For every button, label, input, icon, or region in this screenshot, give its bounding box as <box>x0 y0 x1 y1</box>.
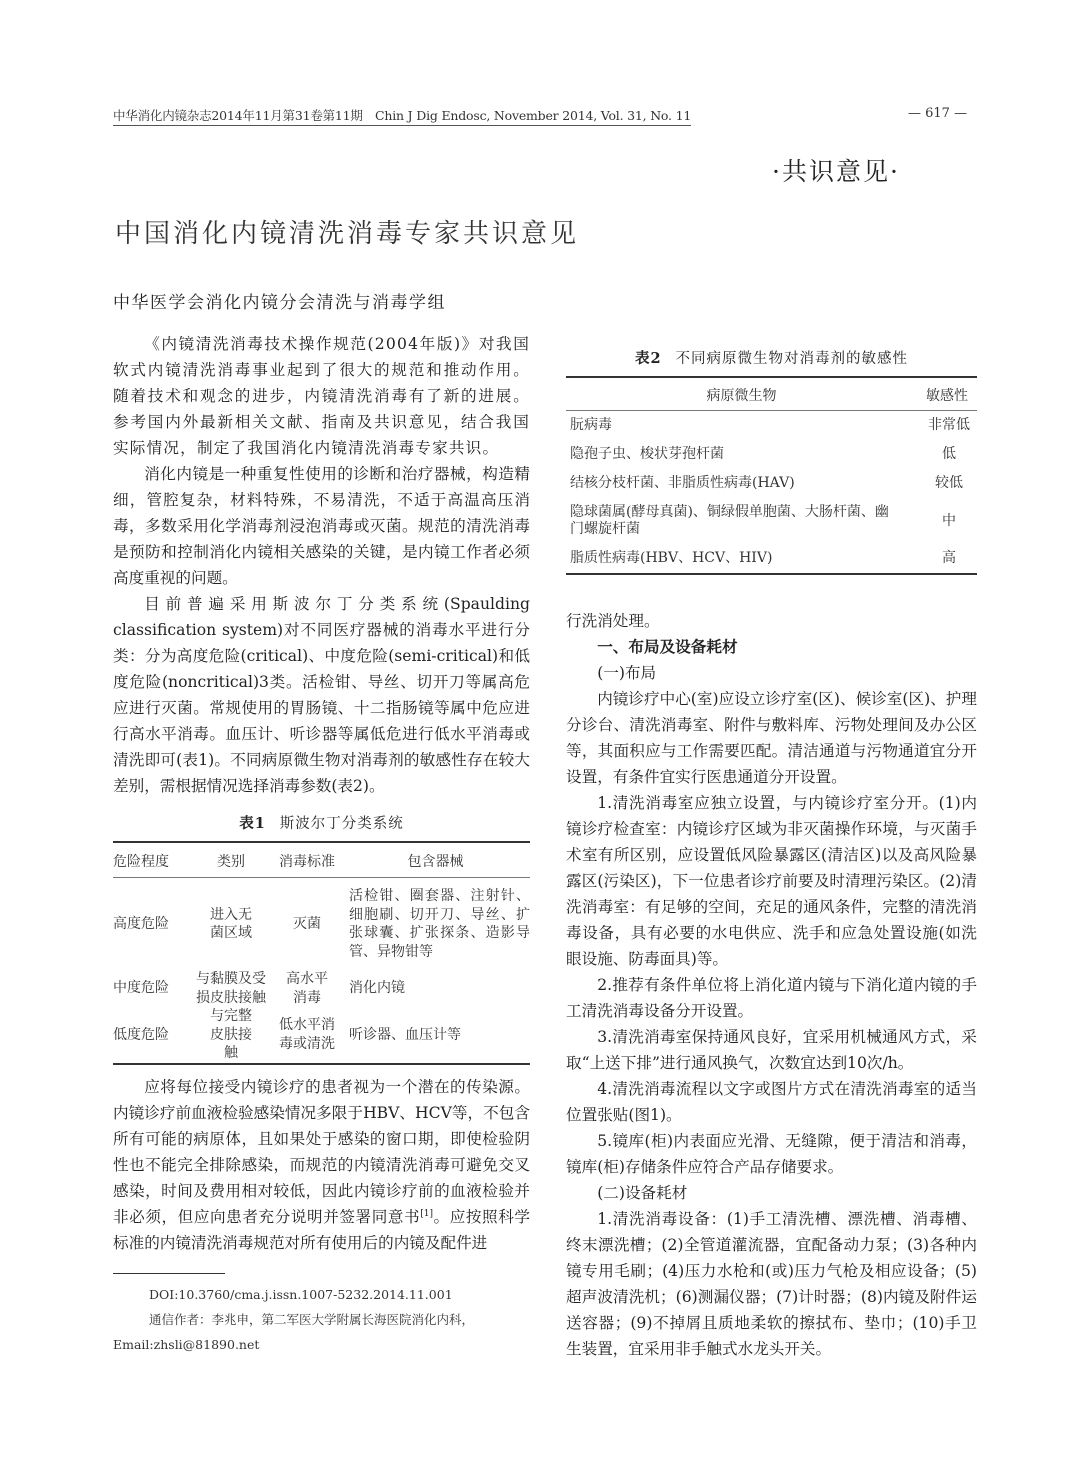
paragraph-text: 。应按照科学标准的内镜清洗消毒规范对所有使用后的内镜及配件进 <box>113 1208 530 1252</box>
table-cell: 较低 <box>935 475 963 491</box>
paragraph: 消化内镜是一种重复性使用的诊断和治疗器械，构造精细，管腔复杂，材料特殊，不易清洗，不适于高温高压消毒，多数采用化学消毒剂浸泡消毒或灭菌。规范的清洗消毒是预防和控制消化内镜相关感染的关键，是内镜工作者必须高度重视的问题。 <box>113 465 530 587</box>
footnotes <box>113 1282 530 1357</box>
table-cell: 低水平消毒或清洗 <box>279 1017 335 1052</box>
table-header: 类别 <box>189 842 273 878</box>
table-cell: 与完整皮肤接触 <box>210 1008 252 1061</box>
table-cell: 朊病毒 <box>570 417 612 433</box>
table-cell: 中度危险 <box>113 980 169 997</box>
table-row <box>113 970 530 1007</box>
table-cell: 脂质性病毒(HBV、HCV、HIV) <box>570 550 773 566</box>
paragraph: 内镜诊疗中心(室)应设立诊疗室(区)、候诊室(区)、护理分诊台、清洗消毒室、附件与敷料库、污物处理间及办公区等，其面积应与工作需要匹配。清洁通道与污物通道宜分开设置，有条件宜实行医患通道分开设置。 <box>566 690 977 786</box>
table-cell: 听诊器、血压计等 <box>349 1026 461 1043</box>
article-title: 中国消化内镜清洗消毒专家共识意见 <box>115 219 580 249</box>
list-item: 3.清洗消毒室保持通风良好，宜采用机械通风方式，采取“上送下排”进行通风换气，次数宜达到10次/h。 <box>566 1028 977 1072</box>
table-row <box>566 498 977 544</box>
right-column-body <box>566 608 977 1362</box>
table1-grid <box>113 841 530 1065</box>
table-header: 危险程度 <box>113 842 189 878</box>
reference-marker[interactable]: [1] <box>420 1208 433 1219</box>
list-item: 1.清洗消毒设备：(1)手工清洗槽、漂洗槽、消毒槽、终末漂洗槽；(2)全管道灌流器，宜配备动力泵；(3)各种内镜专用毛刷；(4)压力水枪和(或)压力气枪及相应设备；(5)超声波清洗机；(6)测漏仪器；(7)计时器；(8)内镜及附件运送容器；(9)不掉屑且质地柔软的擦拭布、垫巾；(10)手卫生装置，宜采用非手触式水龙头开关。 <box>566 1210 977 1358</box>
table-row <box>566 440 977 469</box>
table-cell: 消化内镜 <box>349 980 405 997</box>
table1-caption <box>113 812 530 833</box>
footnote-divider <box>113 1273 225 1274</box>
table-row <box>566 469 977 498</box>
left-column-continued <box>113 1074 530 1256</box>
table-row <box>566 544 977 574</box>
table2-caption <box>566 347 977 368</box>
table-cell: 低 <box>942 446 956 462</box>
table-cell: 隐球菌属(酵母真菌)、铜绿假单胞菌、大肠杆菌、幽门螺旋杆菌 <box>570 504 889 537</box>
paragraph: 《内镜清洗消毒技术操作规范(2004年版)》对我国软式内镜清洗消毒事业起到了很大的规范和推动作用。随着技术和观念的进步，内镜清洗消毒有了新的进展。参考国内外最新相关文献、指南及共识意见，结合我国实际情况，制定了我国消化内镜清洗消毒专家共识。 <box>113 335 530 457</box>
table-cell: 高水平消毒 <box>286 971 328 1006</box>
table-row <box>113 878 530 971</box>
table-cell: 高度危险 <box>113 915 169 932</box>
doi: DOI:10.3760/cma.j.issn.1007-5232.2014.11.001 <box>149 1287 453 1302</box>
table-cell: 灭菌 <box>293 915 321 932</box>
list-item: 2.推荐有条件单位将上消化道内镜与下消化道内镜的手工清洗消毒设备分开设置。 <box>566 976 977 1020</box>
author-group: 中华医学会消化内镜分会清洗与消毒学组 <box>113 293 446 313</box>
table-header: 敏感性 <box>917 377 977 411</box>
email[interactable]: Email:zhsli@81890.net <box>113 1337 260 1352</box>
table-header: 消毒标准 <box>273 842 341 878</box>
list-item: 5.镜库(柜)内表面应光滑、无缝隙，便于清洁和消毒，镜库(柜)存储条件应符合产品存储要求。 <box>566 1132 977 1176</box>
table-cell: 进入无菌区域 <box>210 906 252 941</box>
section-heading: 一、布局及设备耗材 <box>597 637 738 656</box>
table2-title: 不同病原微生物对消毒剂的敏感性 <box>675 351 909 367</box>
table-cell: 高 <box>942 550 956 566</box>
list-item: 4.清洗消毒流程以文字或图片方式在清洗消毒室的适当位置张贴(图1)。 <box>566 1080 977 1124</box>
list-item: 1.清洗消毒室应独立设置，与内镜诊疗室分开。(1)内镜诊疗检查室：内镜诊疗区域为非灭菌操作环境，与灭菌手术室有所区别，应设置低风险暴露区(清洁区)以及高风险暴露区(污染区)，下一位患者诊疗前要及时清理污染区。(2)清洗消毒室：有足够的空间，充足的通风条件，完整的清洗消毒设备，具有必要的水电供应、洗手和应急处置设施(如洗眼设施、防毒面具)等。 <box>566 794 977 968</box>
paragraph: 目前普遍采用斯波尔丁分类系统(Spaulding classification system)对不同医疗器械的消毒水平进行分类：分为高度危险(critical)、中度危险(semi-critical)和低度危险(noncritical)3类。活检钳、导丝、切开刀等属高危应进行灭菌。常规使用的胃肠镜、十二指肠镜等属中危应进行高水平消毒。血压计、听诊器等属低危进行低水平消毒或清洗即可(表1)。不同病原微生物对消毒剂的敏感性存在较大差别，需根据情况选择消毒参数(表2)。 <box>113 595 530 795</box>
table-row <box>113 1007 530 1064</box>
paragraph-text: 应将每位接受内镜诊疗的患者视为一个潜在的传染源。内镜诊疗前血液检验感染情况多限于HBV、HCV等，不包含所有可能的病原体，且如果处于感染的窗口期，即使检验阴性也不能完全排除感染，而规范的内镜清洗消毒可避免交叉感染，时间及费用相对较低，因此内镜诊疗前的血液检验并非必须，但应向患者充分说明并签署同意书 <box>113 1078 530 1226</box>
page-number: — 617 — <box>908 106 968 121</box>
table-cell: 低度危险 <box>113 1026 169 1043</box>
table-cell: 结核分枝杆菌、非脂质性病毒(HAV) <box>570 475 795 491</box>
running-head: 中华消化内镜杂志2014年11月第31卷第11期 Chin J Dig Endosc, November 2014, Vol. 31, No. 11 <box>113 106 691 126</box>
paragraph <box>113 1074 530 1256</box>
table-header: 病原微生物 <box>566 377 917 411</box>
table-cell: 非常低 <box>928 417 970 433</box>
table1-title: 斯波尔丁分类系统 <box>279 816 404 832</box>
table1 <box>113 812 530 1065</box>
table1-label: 表1 <box>239 815 266 832</box>
table-row <box>566 411 977 441</box>
left-column-intro <box>113 331 530 799</box>
column-tag: ·共识意见· <box>772 157 900 186</box>
table2-label: 表2 <box>634 350 662 367</box>
table2 <box>566 347 977 575</box>
table-header: 包含器械 <box>341 842 530 878</box>
table-cell: 隐孢子虫、梭状芽孢杆菌 <box>570 446 724 462</box>
paragraph: 行洗消处理。 <box>566 612 660 630</box>
subsection-heading: (二)设备耗材 <box>597 1184 688 1202</box>
correspondence: 通信作者：李兆申，第二军医大学附属长海医院消化内科， <box>149 1312 475 1327</box>
table-cell: 中 <box>942 512 956 529</box>
subsection-heading: (一)布局 <box>597 664 657 682</box>
table-cell: 与黏膜及受损皮肤接触 <box>196 971 266 1006</box>
table-cell: 活检钳、圈套器、注射针、细胞刷、切开刀、导丝、扩张球囊、扩张探条、造影导管、异物钳等 <box>349 888 530 960</box>
table2-grid <box>566 376 977 575</box>
